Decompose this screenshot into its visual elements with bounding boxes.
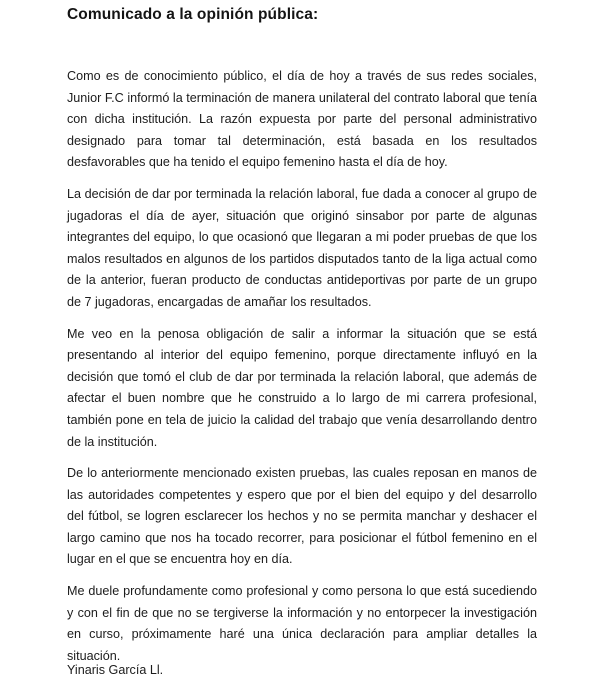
statement-title: Comunicado a la opinión pública: (67, 6, 319, 23)
signature: Yinaris García Ll. (67, 663, 164, 677)
statement-body (67, 66, 537, 677)
paragraph-5: Me duele profundamente como profesional y como persona lo que está sucediendo y con el fin de que no se tergiverse la información y no entorpecer la investigación en curso, próximamente haré una única declaración para ampliar detalles la situación. (67, 584, 537, 663)
paragraph-1: Como es de conocimiento público, el día de hoy a través de sus redes sociales, Junior F.C informó la terminación de manera unilateral del contrato laboral que tenía con dicha institución. La razón expuesta por parte del personal administrativo designado para tomar tal determinación, está basada en los resultados desfavorables que ha tenido el equipo femenino hasta el día de hoy. (67, 69, 537, 170)
paragraph-4: De lo anteriormente mencionado existen pruebas, las cuales reposan en manos de las autoridades competentes y espero que por el bien del equipo y del desarrollo del fútbol, se logren esclarecer los hechos y no se permita manchar y deshacer el largo camino que nos ha tocado recorrer, para posicionar el fútbol femenino en el lugar en el que se encuentra hoy en día. (67, 466, 537, 567)
paragraph-2: La decisión de dar por terminada la relación laboral, fue dada a conocer al grupo de jugadoras el día de ayer, situación que originó sinsabor por parte de algunas integrantes del equipo, lo que ocasionó que llegaran a mi poder pruebas de que los malos resultados en algunos de los partidos disputados tanto de la liga actual como de la anterior, fueran producto de conductas antideportivas por parte de un grupo de 7 jugadoras, encargadas de amañar los resultados. (67, 186, 537, 309)
paragraph-3: Me veo en la penosa obligación de salir a informar la situación que se está presentando al interior del equipo femenino, porque directamente influyó en la decisión que tomó el club de dar por terminada la relación laboral, que además de afectar el buen nombre que he construido a lo largo de mi carrera profesional, también pone en tela de juicio la calidad del trabajo que venía desarrollando dentro de la institución. (67, 326, 537, 449)
